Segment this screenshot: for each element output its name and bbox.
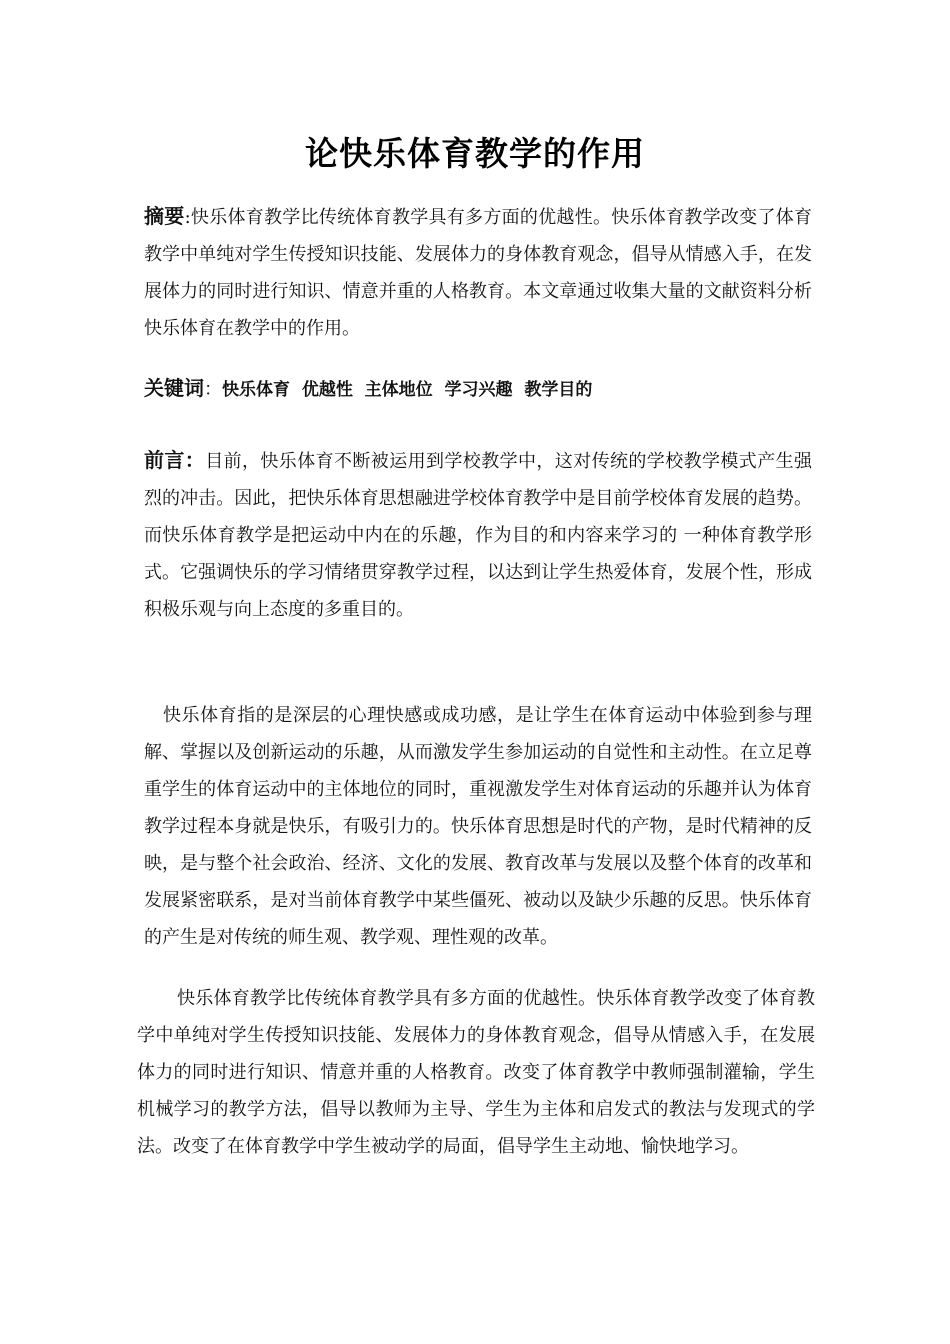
body-paragraph-2: 快乐体育教学比传统体育教学具有多方面的优越性。快乐体育教学改变了体育教学中单纯对学生传授知识技能、发展体力的身体教育观念，倡导从情感入手，在发展体力的同时进行知识、情意并重的人格教育。改变了体育教学中教师强制灌输，学生机械学习的教学方法，倡导以教师为主导、学生为主体和启发式的教法与发现式的学法。改变了在体育教学中学生被动学的局面，倡导学生主动地、愉快地学习。: [137, 988, 815, 1157]
keywords-label: 关键词: [144, 376, 204, 400]
abstract-separator: :: [184, 207, 191, 228]
preface-label: 前言：: [144, 448, 206, 472]
preface-section: [144, 442, 812, 628]
preface-text: 目前，快乐体育不断被运用到学校教学中，这对传统的学校教学模式产生强烈的冲击。因此，把快乐体育思想融进学校体育教学中是目前学校体育发展的趋势。而快乐体育教学是把运动中内在的乐趣，作为目的和内容来学习的 一种体育教学形式。它强调快乐的学习情绪贯穿教学过程，以达到让学生热爱体育，发展个性，形成积极乐观与向上态度的多重目的。: [144, 451, 812, 620]
abstract-text: 快乐体育教学比传统体育教学具有多方面的优越性。快乐体育教学改变了体育教学中单纯对学生传授知识技能、发展体力的身体教育观念，倡导从情感入手，在发展体力的同时进行知识、情意并重的人格教育。本文章通过收集大量的文献资料分析快乐体育在教学中的作用。: [144, 207, 813, 339]
abstract-label: 摘要: [144, 204, 185, 228]
keywords-separator: ：: [204, 379, 222, 400]
keywords-list: 快乐体育 优越性 主体地位 学习兴趣 教学目的: [222, 380, 593, 400]
document-title: 论快乐体育教学的作用: [305, 134, 645, 173]
keywords-section: [144, 370, 812, 409]
abstract-section: [144, 198, 812, 347]
body-paragraph-1: 快乐体育指的是深层的心理快感或成功感，是让学生在体育运动中体验到参与理解、掌握以及创新运动的乐趣，从而激发学生参加运动的自觉性和主动性。在立足尊重学生的体育运动中的主体地位的同时，重视激发学生对体育运动的乐趣并认为体育教学过程本身就是快乐，有吸引力的。快乐体育思想是时代的产物，是时代精神的反映，是与整个社会政治、经济、文化的发展、教育改革与发展以及整个体育的改革和发展紧密联系，是对当前体育教学中某些僵死、被动以及缺少乐趣的反思。快乐体育的产生是对传统的师生观、教学观、理性观的改革。: [144, 705, 812, 948]
